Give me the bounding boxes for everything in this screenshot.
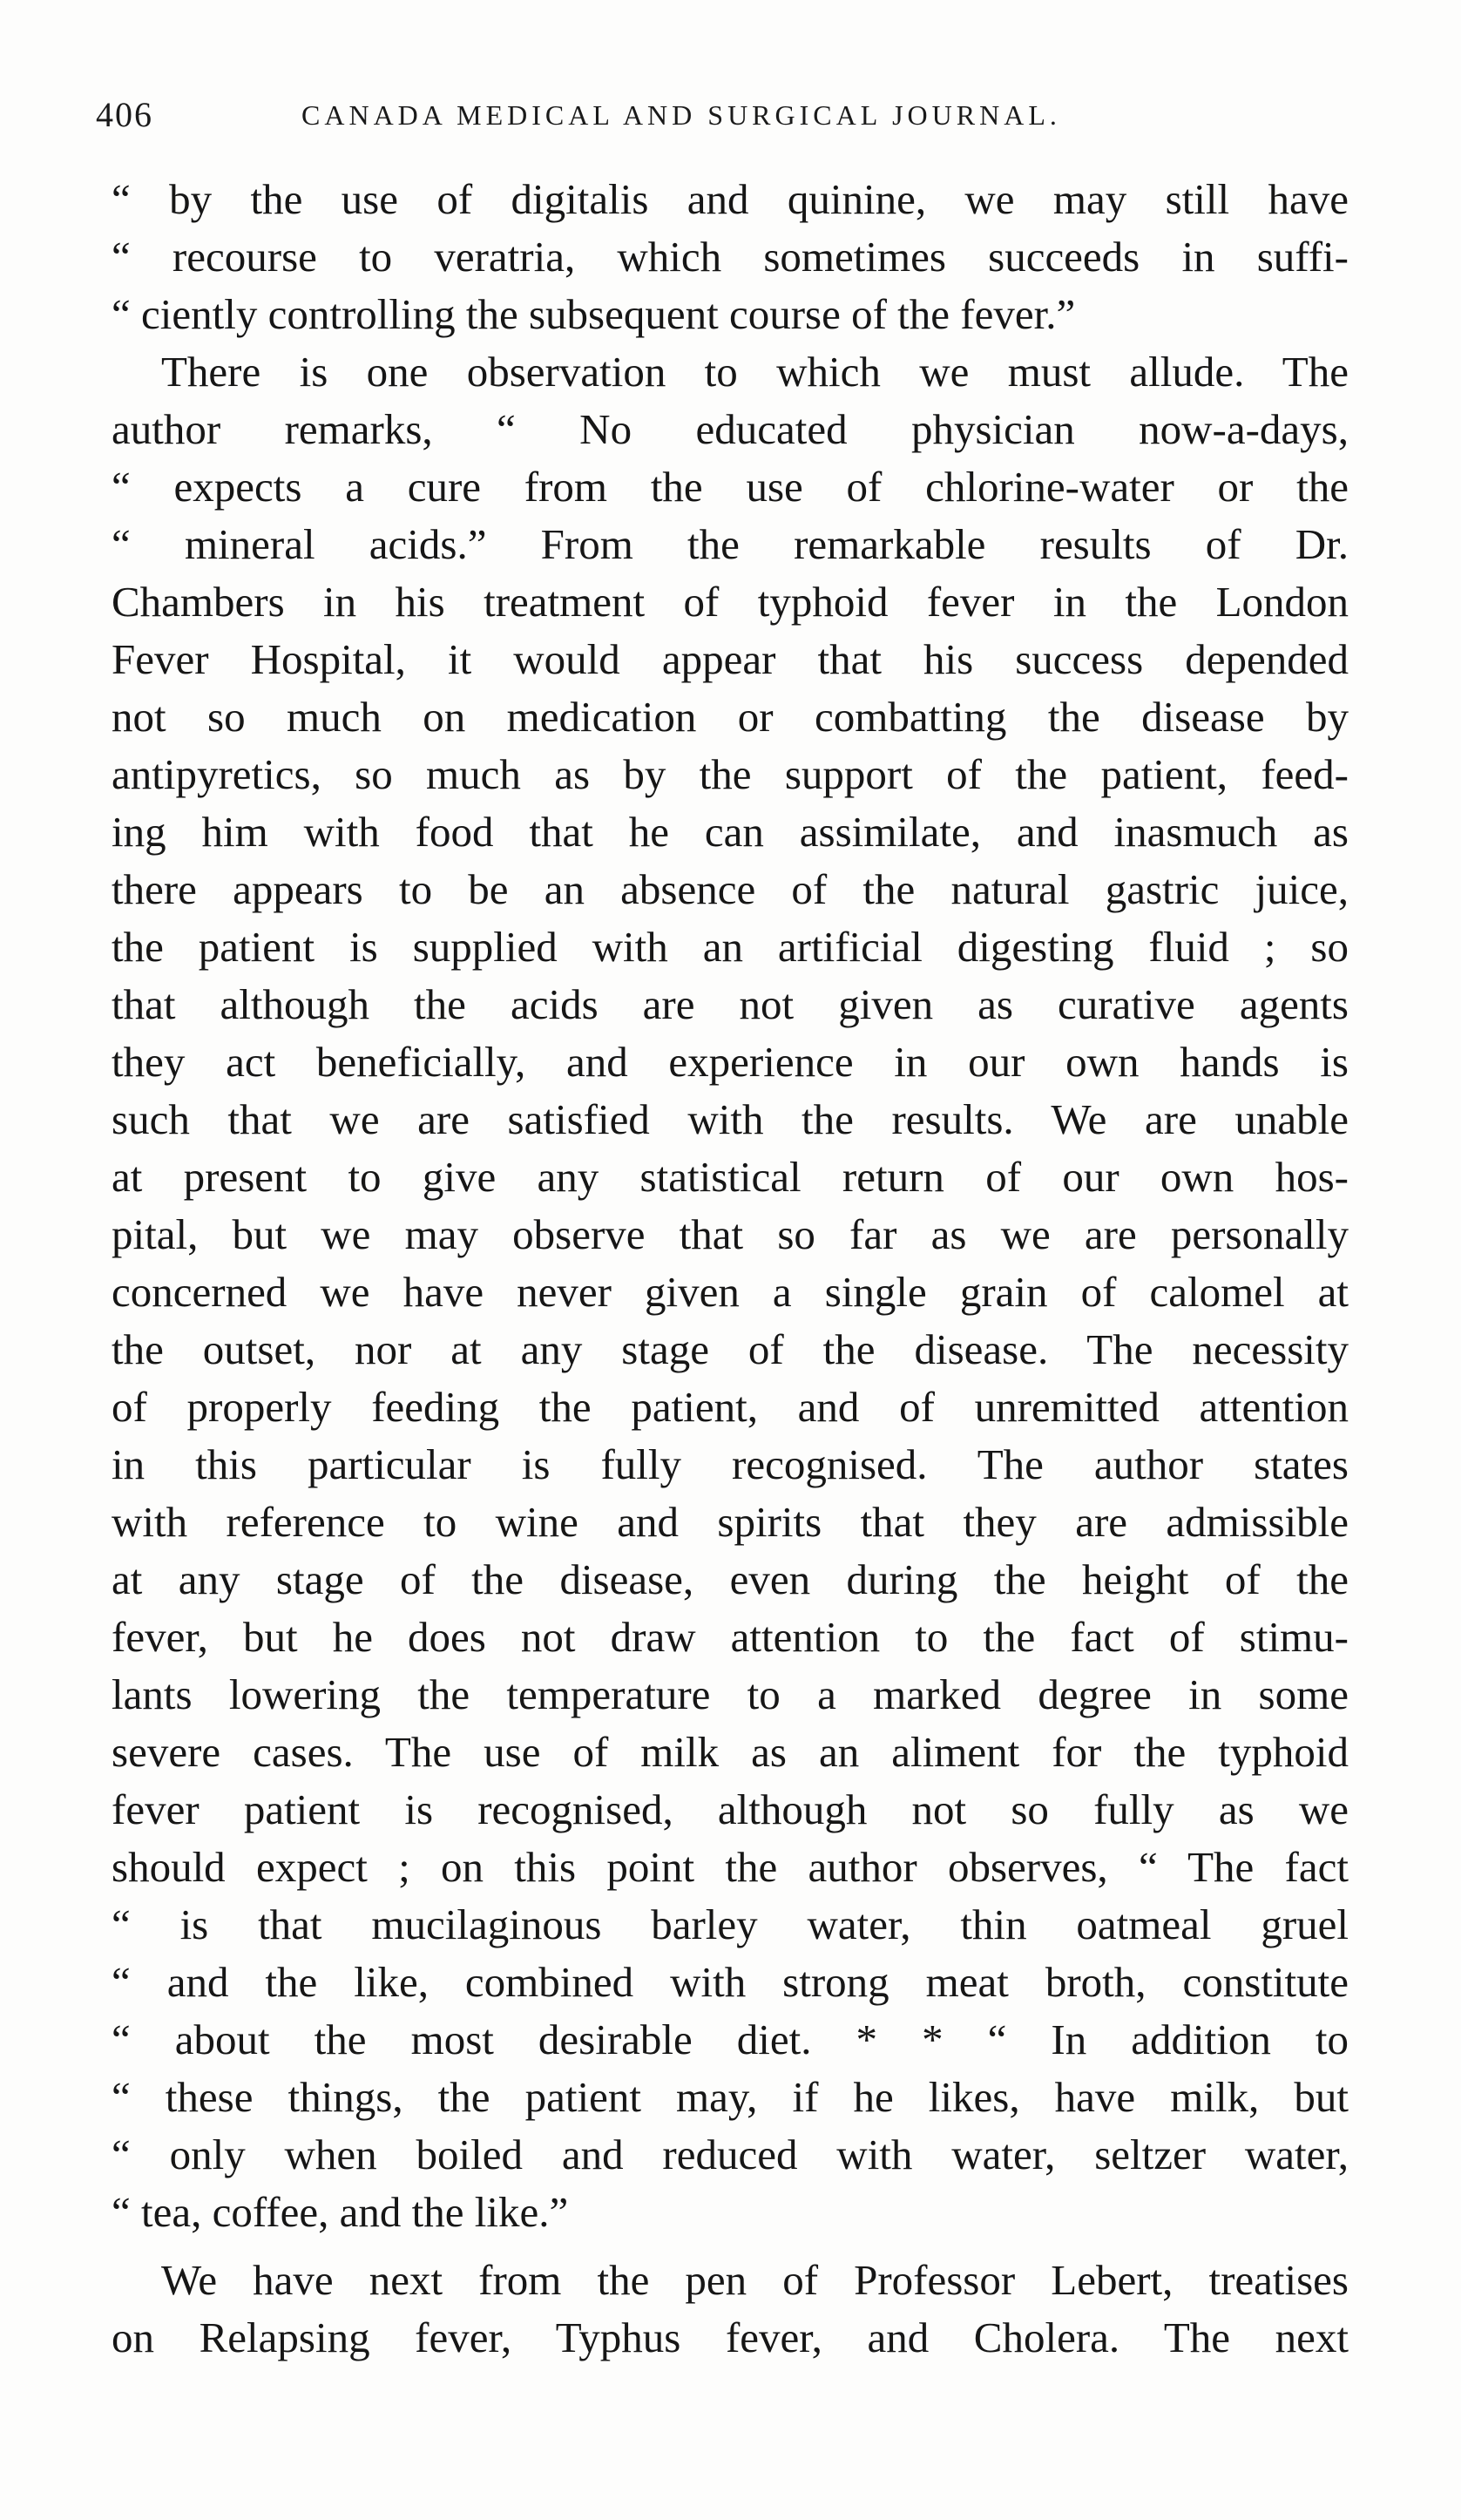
text-line: should expect ; on this point the author observes, “ The fact [112, 1843, 1349, 1891]
page-number: 406 [96, 95, 153, 134]
text-line: “ only when boiled and reduced with water, seltzer water, [112, 2130, 1349, 2178]
text-line: lants lowering the temperature to a marked degree in some [112, 1670, 1349, 1718]
text-line: author remarks, “ No educated physician now-a-days, [112, 405, 1349, 453]
text-line: “ by the use of digitalis and quinine, we may still have [112, 175, 1349, 223]
text-line: that although the acids are not given as curative agents [112, 980, 1349, 1028]
text-line: “ and the like, combined with strong meat broth, constitute [112, 1958, 1349, 2006]
text-line: they act beneficially, and experience in our own hands is [112, 1038, 1349, 1086]
text-line: concerned we have never given a single grain of calomel at [112, 1268, 1349, 1316]
text-line: at present to give any statistical return of our own hos- [112, 1153, 1349, 1201]
text-line: such that we are satisfied with the results. We are unable [112, 1095, 1349, 1143]
text-line: at any stage of the disease, even during the height of the [112, 1555, 1349, 1603]
text-line: the patient is supplied with an artificial digesting fluid ; so [112, 923, 1349, 971]
text-line: pital, but we may observe that so far as we are personally [112, 1210, 1349, 1258]
text-line: “ ciently controlling the subsequent course of the fever.” [112, 290, 1076, 338]
text-line: fever, but he does not draw attention to the fact of stimu- [112, 1613, 1349, 1661]
text-line: on Relapsing fever, Typhus fever, and Cholera. The next [112, 2313, 1349, 2361]
text-line: “ about the most desirable diet. * * “ In addition to [112, 2015, 1349, 2063]
text-line: “ mineral acids.” From the remarkable results of Dr. [112, 520, 1349, 568]
text-line: “ tea, coffee, and the like.” [112, 2188, 569, 2236]
text-line: fever patient is recognised, although not so fully as we [112, 1785, 1349, 1833]
text-line: “ is that mucilaginous barley water, thin oatmeal gruel [112, 1900, 1349, 1948]
text-line: of properly feeding the patient, and of unremitted attention [112, 1383, 1349, 1431]
text-line: antipyretics, so much as by the support of the patient, feed- [112, 750, 1349, 798]
text-line: Fever Hospital, it would appear that his success depended [112, 635, 1349, 683]
text-line: “ these things, the patient may, if he likes, have milk, but [112, 2073, 1349, 2121]
text-line: severe cases. The use of milk as an aliment for the typhoid [112, 1728, 1349, 1776]
text-line: ing him with food that he can assimilate, and inasmuch as [112, 808, 1349, 856]
text-line: with reference to wine and spirits that they are admissible [112, 1498, 1349, 1546]
running-head: CANADA MEDICAL AND SURGICAL JOURNAL. [301, 99, 1061, 131]
text-line: We have next from the pen of Professor Lebert, treatises [161, 2256, 1349, 2304]
page-header [96, 94, 1359, 143]
text-line: There is one observation to which we must allude. The [161, 348, 1349, 396]
text-line: there appears to be an absence of the natural gastric juice, [112, 865, 1349, 913]
text-line: not so much on medication or combatting the disease by [112, 693, 1349, 741]
text-line: “ expects a cure from the use of chlorine-water or the [112, 463, 1349, 511]
text-line: in this particular is fully recognised. The author states [112, 1440, 1349, 1488]
text-line: Chambers in his treatment of typhoid fever in the London [112, 578, 1349, 626]
text-line: “ recourse to veratria, which sometimes succeeds in suffi- [112, 233, 1349, 281]
text-line: the outset, nor at any stage of the disease. The necessity [112, 1325, 1349, 1373]
